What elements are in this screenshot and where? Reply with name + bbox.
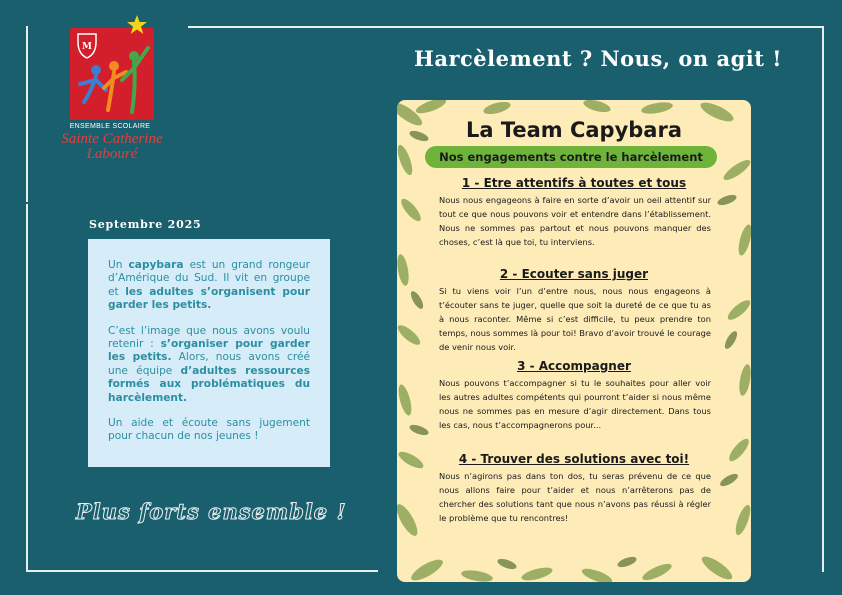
logo-subtitle: ENSEMBLE SCOLAIRE [69, 123, 151, 130]
section-3-body: Nous pouvons t’accompagner si tu le souhaites pour aller voir les autres adultes compétents qui pourront t’aider si nous même nous ne sommes pas en mesure d’agir directement. Dans tous les cas, nous t’accompagnerons pour... [439, 378, 711, 430]
frame-line-bottom [26, 570, 378, 572]
frame-line-top-left [26, 26, 28, 202]
capybara-poster [397, 100, 751, 582]
info-paragraph-2: C’est l’image que nous avons voulu retenir : s’organiser pour garder les petits. Alors, nous avons créé une équipe d’adultes ressources formés aux problématiques du harcèlement. [108, 324, 310, 404]
section-2-body: Si tu viens voir l’un d’entre nous, nous nous engageons à t’écouter sans te juger, quelle que soit la dureté de ce que tu as à nous raconter. Même si c’est difficile, tu peux prendre ton temps, nous sommes là pour toi! Bravo d’avoir trouvé le courage de venir nous voir. [439, 286, 711, 352]
logo-name [42, 132, 182, 162]
star-icon [126, 14, 148, 36]
frame-line-bottom-left [26, 204, 28, 572]
section-1-title: 1 - Etre attentifs à toutes et tous [461, 176, 687, 190]
section-3-title: 3 - Accompagner [517, 359, 631, 373]
poster-title: La Team Capybara [465, 118, 683, 142]
info-paragraph-1: Un capybara est un grand rongeur d’Amérique du Sud. Il vit en groupe et les adultes s’organisent pour garder les petits. [108, 259, 310, 312]
headline: Harcèlement ? Nous, on agit ! [414, 46, 782, 71]
logo-name-line1: Sainte Catherine [61, 131, 163, 147]
logo-emblem [70, 28, 154, 120]
frame-line-top [188, 26, 824, 28]
section-1-body: Nous nous engageons à faire en sorte d’avoir un oeil attentif sur tout ce que nous pouvons voir et entendre dans l’établissement. Nous ne sommes pas partout et nous pouvons manquer des choses, c’est là que toi, tu interviens. [439, 195, 711, 247]
school-logo [60, 14, 190, 164]
section-4-title: 4 - Trouver des solutions avec toi! [458, 452, 690, 466]
info-paragraph-3: Un aide et écoute sans jugement pour chacun de nos jeunes ! [108, 417, 310, 443]
section-4-body: Nous n’agirons pas dans ton dos, tu seras prévenu de ce que nous allons faire pour t’aider et nous n’arrêterons pas de chercher des solutions tant que nous n’avons pas réussi à régler le problème que tu rencontres! [439, 471, 711, 523]
frame-line-right [822, 26, 824, 572]
info-box [88, 239, 330, 467]
section-2-title: 2 - Ecouter sans juger [499, 267, 649, 281]
logo-name-line2: Labouré [86, 146, 138, 162]
svg-text:M: M [82, 42, 92, 52]
date-label: Septembre 2025 [89, 218, 202, 231]
poster-subtitle: Nos engagements contre le harcèlement [425, 146, 717, 168]
slogan: Plus forts ensemble ! [76, 499, 347, 524]
